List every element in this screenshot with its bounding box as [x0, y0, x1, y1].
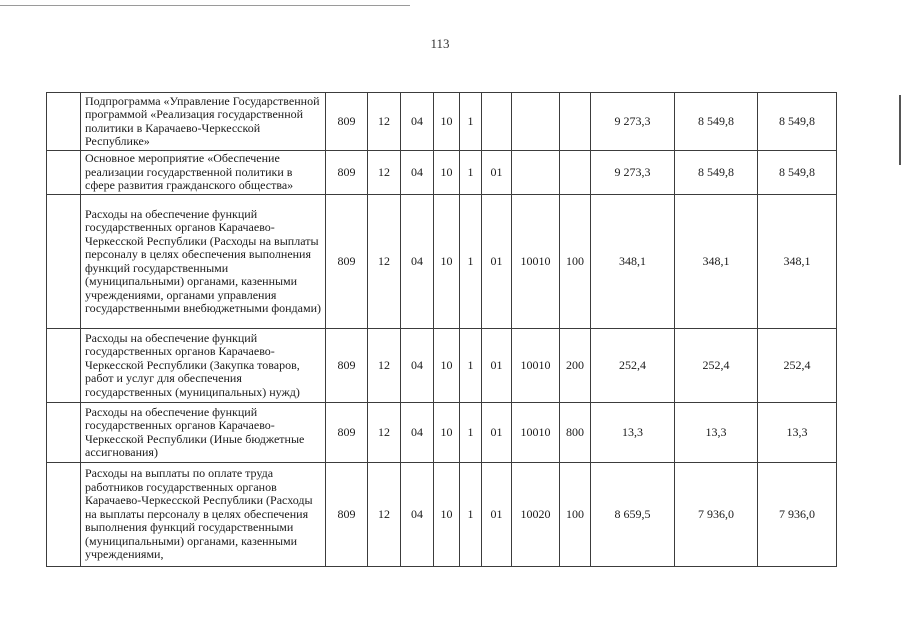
row-name: Расходы на выплаты по оплате труда работников государственных органов Карачаево-Черкесской Республики (Расходы на выплаты персоналу в целях обеспечения выполнения функций государственными (муниципальными) органами, казенными учреждениями, — [81, 463, 326, 567]
subprogram-code: 1 — [460, 151, 482, 195]
event-code: 01 — [482, 403, 512, 463]
table-row — [47, 329, 837, 403]
amount-year-3: 8 549,8 — [758, 151, 837, 195]
ved-code: 809 — [326, 195, 368, 329]
amount-year-1: 9 273,3 — [591, 93, 675, 151]
table-row — [47, 93, 837, 151]
expense-direction-code — [512, 93, 560, 151]
subsection-code: 04 — [401, 463, 434, 567]
amount-year-2: 252,4 — [675, 329, 758, 403]
top-rule — [0, 5, 410, 6]
amount-year-2: 13,3 — [675, 403, 758, 463]
ved-code: 809 — [326, 403, 368, 463]
ved-code: 809 — [326, 463, 368, 567]
subsection-code: 04 — [401, 403, 434, 463]
amount-year-1: 13,3 — [591, 403, 675, 463]
event-code: 01 — [482, 463, 512, 567]
expense-direction-code: 10010 — [512, 329, 560, 403]
scan-edge-mark — [899, 95, 901, 165]
expense-type-code: 100 — [560, 195, 591, 329]
row-name: Основное мероприятие «Обеспечение реализации государственной политики в сфере развития гражданского общества» — [81, 151, 326, 195]
blank-cell — [47, 151, 81, 195]
section-code: 12 — [368, 329, 401, 403]
section-code: 12 — [368, 463, 401, 567]
expense-direction-code: 10020 — [512, 463, 560, 567]
program-code: 10 — [434, 463, 460, 567]
budget-table — [46, 92, 837, 567]
subsection-code: 04 — [401, 195, 434, 329]
program-code: 10 — [434, 195, 460, 329]
event-code — [482, 93, 512, 151]
amount-year-3: 7 936,0 — [758, 463, 837, 567]
amount-year-2: 8 549,8 — [675, 151, 758, 195]
program-code: 10 — [434, 151, 460, 195]
page-number: 113 — [430, 36, 450, 51]
table-row — [47, 151, 837, 195]
amount-year-3: 252,4 — [758, 329, 837, 403]
blank-cell — [47, 93, 81, 151]
ved-code: 809 — [326, 329, 368, 403]
expense-type-code: 800 — [560, 403, 591, 463]
subprogram-code: 1 — [460, 403, 482, 463]
program-code: 10 — [434, 93, 460, 151]
amount-year-1: 9 273,3 — [591, 151, 675, 195]
section-code: 12 — [368, 151, 401, 195]
expense-type-code: 100 — [560, 463, 591, 567]
blank-cell — [47, 195, 81, 329]
amount-year-1: 252,4 — [591, 329, 675, 403]
amount-year-1: 8 659,5 — [591, 463, 675, 567]
amount-year-1: 348,1 — [591, 195, 675, 329]
subprogram-code: 1 — [460, 93, 482, 151]
table-row — [47, 463, 837, 567]
amount-year-2: 348,1 — [675, 195, 758, 329]
expense-type-code — [560, 151, 591, 195]
amount-year-3: 8 549,8 — [758, 93, 837, 151]
table-row — [47, 403, 837, 463]
blank-cell — [47, 463, 81, 567]
blank-cell — [47, 329, 81, 403]
subsection-code: 04 — [401, 151, 434, 195]
expense-direction-code: 10010 — [512, 403, 560, 463]
event-code: 01 — [482, 151, 512, 195]
row-name: Расходы на обеспечение функций государственных органов Карачаево-Черкесской Республики (Расходы на выплаты персоналу в целях обеспечения выполнения функций государственными (муниципальными) органами, казенными учреждениями, органами управления государственными внебюджетными фондами) — [81, 195, 326, 329]
amount-year-3: 13,3 — [758, 403, 837, 463]
amount-year-2: 8 549,8 — [675, 93, 758, 151]
section-code: 12 — [368, 93, 401, 151]
row-name: Подпрограмма «Управление Государственной программой «Реализация государственной политики в Карачаево-Черкесской Республике» — [81, 93, 326, 151]
amount-year-3: 348,1 — [758, 195, 837, 329]
subprogram-code: 1 — [460, 463, 482, 567]
expense-type-code — [560, 93, 591, 151]
program-code: 10 — [434, 329, 460, 403]
amount-year-2: 7 936,0 — [675, 463, 758, 567]
expense-direction-code — [512, 151, 560, 195]
expense-type-code: 200 — [560, 329, 591, 403]
event-code: 01 — [482, 195, 512, 329]
ved-code: 809 — [326, 93, 368, 151]
subprogram-code: 1 — [460, 329, 482, 403]
section-code: 12 — [368, 195, 401, 329]
subsection-code: 04 — [401, 93, 434, 151]
section-code: 12 — [368, 403, 401, 463]
subprogram-code: 1 — [460, 195, 482, 329]
event-code: 01 — [482, 329, 512, 403]
row-name: Расходы на обеспечение функций государственных органов Карачаево-Черкесской Республики (Иные бюджетные ассигнования) — [81, 403, 326, 463]
blank-cell — [47, 403, 81, 463]
program-code: 10 — [434, 403, 460, 463]
row-name: Расходы на обеспечение функций государственных органов Карачаево-Черкесской Республики (Закупка товаров, работ и услуг для обеспечения государственных (муниципальных) нужд) — [81, 329, 326, 403]
expense-direction-code: 10010 — [512, 195, 560, 329]
subsection-code: 04 — [401, 329, 434, 403]
ved-code: 809 — [326, 151, 368, 195]
table-row — [47, 195, 837, 329]
